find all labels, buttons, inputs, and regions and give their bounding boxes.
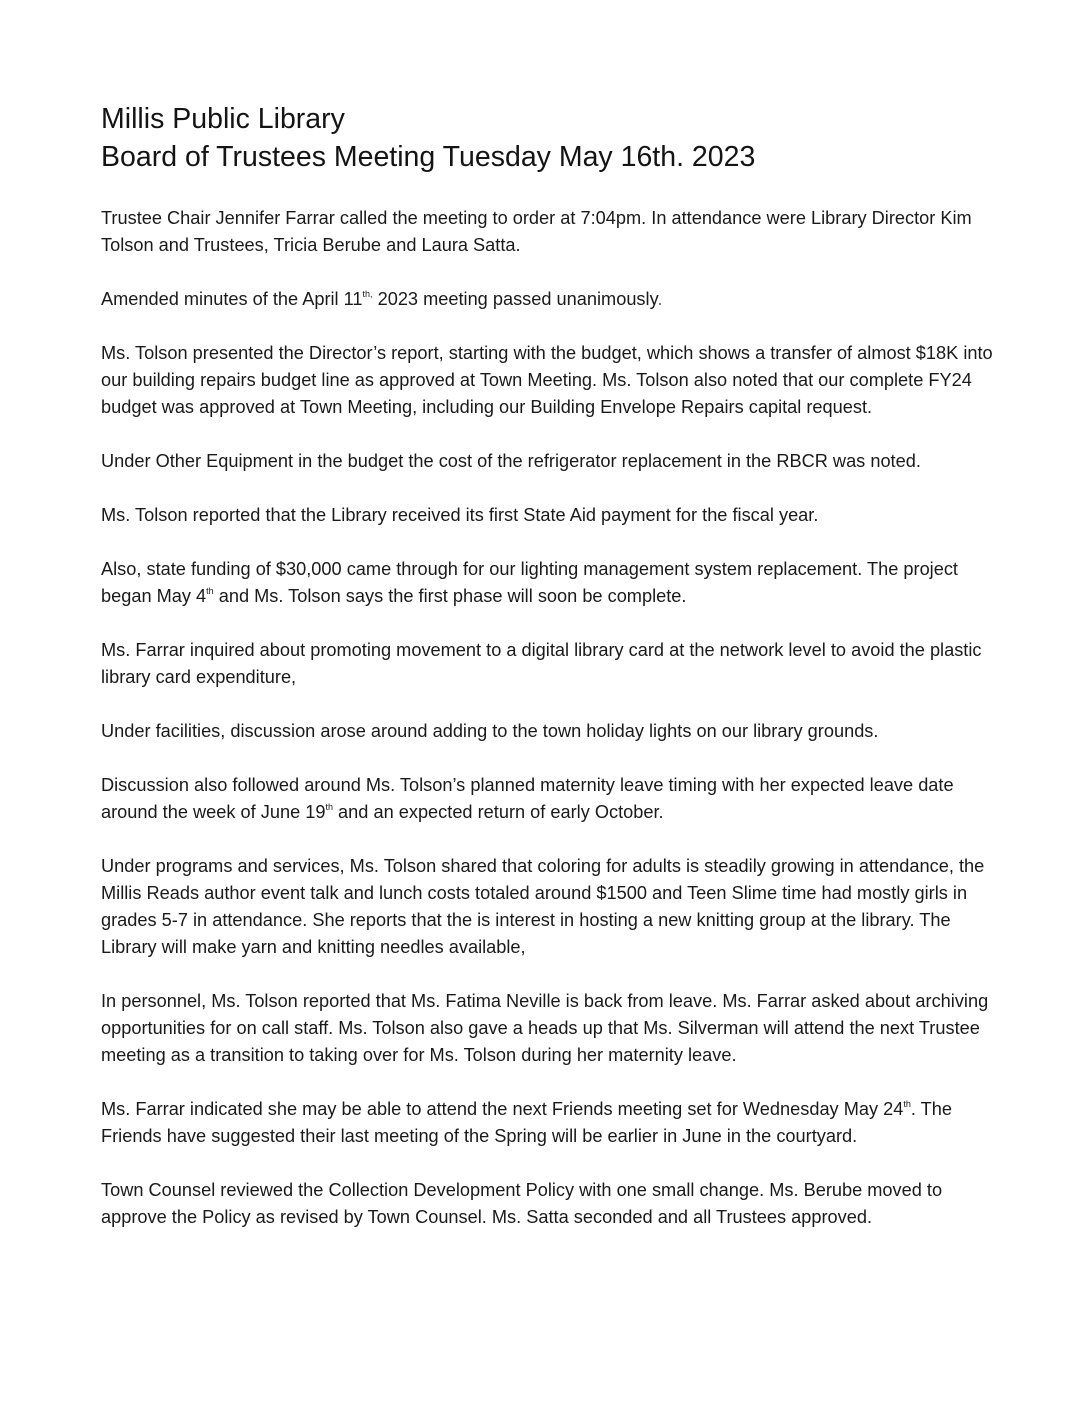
paragraph-state-aid: Ms. Tolson reported that the Library received its first State Aid payment for the fiscal year. (101, 505, 819, 525)
paragraph-state-funding (101, 556, 1001, 610)
superscript: th (206, 585, 214, 596)
paragraph-programs-services: Under programs and services, Ms. Tolson shared that coloring for adults is steadily growing in attendance, the Millis Reads author event talk and lunch costs totaled around $1500 and Teen Slime time had mostly girls in grades 5-7 in attendance. She reports that the is interest in hosting a new knitting group at the library. The Library will make yarn and knitting needles available, (101, 856, 985, 957)
paragraph-directors-report: Ms. Tolson presented the Director’s report, starting with the budget, which shows a transfer of almost $18K into our building repairs budget line as approved at Town Meeting. Ms. Tolson also noted that our complete FY24 budget was approved at Town Meeting, including our Building Envelope Repairs capital request. (101, 343, 993, 417)
paragraph-call-to-order: Trustee Chair Jennifer Farrar called the meeting to order at 7:04pm. In attendance were Library Director Kim Tolson and Trustees, Tricia Berube and Laura Satta. (101, 208, 972, 255)
document-header (101, 100, 1001, 176)
text-segment: Ms. Farrar indicated she may be able to attend the next Friends meeting set for Wednesday May 24 (101, 1099, 904, 1119)
paragraph-facilities: Under facilities, discussion arose around adding to the town holiday lights on our library grounds. (101, 721, 879, 741)
library-name-title: Millis Public Library (101, 103, 345, 135)
text-segment: Discussion also followed around Ms. Tolson’s planned maternity leave timing with her expected leave date around the week of June 19 (101, 775, 954, 822)
text-segment: . The Friends have suggested their last meeting of the Spring will be earlier in June in the courtyard. (101, 1099, 952, 1146)
text-segment: Also, state funding of $30,000 came through for our lighting management system replacement. The project began May 4 (101, 559, 958, 606)
paragraph-digital-card: Ms. Farrar inquired about promoting movement to a digital library card at the network level to avoid the plastic library card expenditure, (101, 640, 982, 687)
meeting-title: Board of Trustees Meeting Tuesday May 16th. 2023 (101, 141, 756, 173)
text-segment: 2023 meeting passed unanimously (372, 289, 658, 309)
superscript: th, (362, 288, 373, 299)
document-page (101, 100, 1001, 1258)
superscript: th (325, 801, 333, 812)
text-segment: Amended minutes of the April 11 (101, 289, 363, 309)
paragraph-minutes-approval (101, 286, 1001, 313)
text-segment: and an expected return of early October. (333, 802, 664, 822)
paragraph-collection-policy: Town Counsel reviewed the Collection Development Policy with one small change. Ms. Berube moved to approve the Policy as revised by Town Counsel. Ms. Satta seconded and all Trustees approved. (101, 1180, 943, 1227)
paragraph-friends-meeting (101, 1096, 1001, 1150)
minutes-body (101, 205, 1001, 1231)
paragraph-personnel: In personnel, Ms. Tolson reported that Ms. Fatima Neville is back from leave. Ms. Farrar asked about archiving opportunities for on call staff. Ms. Tolson also gave a heads up that Ms. Silverman will attend the next Trustee meeting as a transition to taking over for Ms. Tolson during her maternity leave. (101, 991, 989, 1065)
superscript: th (903, 1098, 911, 1109)
text-segment: and Ms. Tolson says the first phase will soon be complete. (213, 586, 687, 606)
period-mark: . (657, 289, 663, 309)
paragraph-maternity-leave (101, 772, 1001, 826)
paragraph-other-equipment: Under Other Equipment in the budget the cost of the refrigerator replacement in the RBCR was noted. (101, 451, 921, 471)
